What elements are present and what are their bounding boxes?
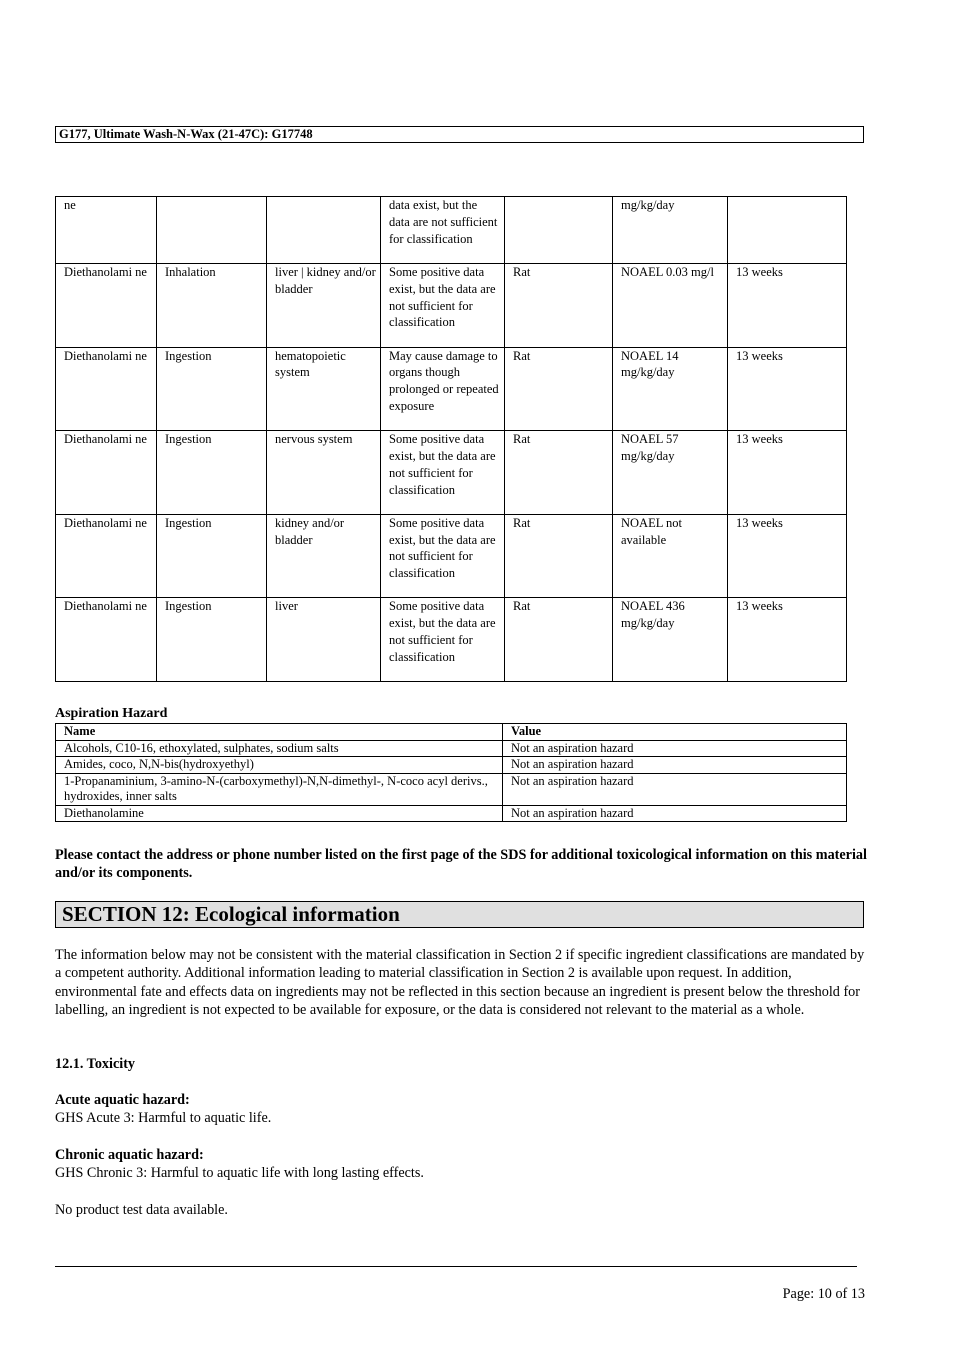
table-cell: hematopoietic system bbox=[267, 347, 381, 431]
table-cell: Some positive data exist, but the data are not sufficient for classification bbox=[381, 431, 505, 515]
document-title: G177, Ultimate Wash-N-Wax (21-47C): G17748 bbox=[59, 127, 313, 141]
table-cell: NOAEL 57 mg/kg/day bbox=[613, 431, 728, 515]
table-cell: Diethanolami ne bbox=[56, 431, 157, 515]
table-row bbox=[56, 197, 847, 264]
acute-hazard-label: Acute aquatic hazard: bbox=[55, 1092, 190, 1108]
table-row bbox=[56, 740, 847, 757]
table-cell: 13 weeks bbox=[728, 431, 847, 515]
section-12-heading bbox=[55, 901, 864, 928]
table-cell: Some positive data exist, but the data are not sufficient for classification bbox=[381, 514, 505, 598]
table-cell: NOAEL 436 mg/kg/day bbox=[613, 598, 728, 682]
ingredient-name-cell: Alcohols, C10-16, ethoxylated, sulphates, sodium salts bbox=[56, 740, 503, 757]
chronic-hazard-text: GHS Chronic 3: Harmful to aquatic life with long lasting effects. bbox=[55, 1165, 424, 1181]
table-row bbox=[56, 347, 847, 431]
no-data-note: No product test data available. bbox=[55, 1202, 228, 1218]
aspiration-hazard-table bbox=[55, 723, 847, 822]
table-row bbox=[56, 514, 847, 598]
table-row bbox=[56, 805, 847, 822]
table-cell: kidney and/or bladder bbox=[267, 514, 381, 598]
table-cell: liver | kidney and/or bladder bbox=[267, 264, 381, 348]
table-cell: Rat bbox=[505, 598, 613, 682]
table-cell: Ingestion bbox=[157, 431, 267, 515]
table-cell: Ingestion bbox=[157, 598, 267, 682]
table-cell: ne bbox=[56, 197, 157, 264]
table-cell bbox=[505, 197, 613, 264]
table-cell: NOAEL 0.03 mg/l bbox=[613, 264, 728, 348]
document-header bbox=[55, 126, 864, 143]
table-cell: liver bbox=[267, 598, 381, 682]
hazard-value-cell: Not an aspiration hazard bbox=[503, 740, 847, 757]
table-cell: 13 weeks bbox=[728, 598, 847, 682]
aspiration-hazard-title: Aspiration Hazard bbox=[55, 706, 168, 721]
table-cell: 13 weeks bbox=[728, 264, 847, 348]
table-cell: data exist, but the data are not sufficient for classification bbox=[381, 197, 505, 264]
table-row bbox=[56, 598, 847, 682]
table-row bbox=[56, 757, 847, 774]
page-number: Page: 10 of 13 bbox=[782, 1286, 865, 1302]
acute-hazard-text: GHS Acute 3: Harmful to aquatic life. bbox=[55, 1110, 272, 1126]
table-cell bbox=[157, 197, 267, 264]
section-12-intro: The information below may not be consistent with the material classification in Section 2 if specific ingredient classifications are mandated by a competent authority. Additional information leading to material classification in Section 2 is available upon request. In addition, environmental fate and effects data on ingredients may not be reflected in this section because an ingredient is present below the threshold for labelling, an ingredient is not expected to be available for exposure, or the data is considered not relevant to the material as a whole. bbox=[55, 947, 865, 1018]
table-cell: Diethanolami ne bbox=[56, 264, 157, 348]
table-cell: Rat bbox=[505, 347, 613, 431]
table-row bbox=[56, 773, 847, 805]
table-row bbox=[56, 431, 847, 515]
table-cell: Diethanolami ne bbox=[56, 514, 157, 598]
table-cell: Ingestion bbox=[157, 347, 267, 431]
footer-divider bbox=[55, 1266, 857, 1267]
table-cell: Some positive data exist, but the data are not sufficient for classification bbox=[381, 264, 505, 348]
table-cell bbox=[728, 197, 847, 264]
ingredient-name-cell: Amides, coco, N,N-bis(hydroxyethyl) bbox=[56, 757, 503, 774]
ingredient-name-cell: 1-Propanaminium, 3-amino-N-(carboxymethyl)-N,N-dimethyl-, N-coco acyl derivs., hydroxides, inner salts bbox=[56, 773, 503, 805]
table-cell: Rat bbox=[505, 514, 613, 598]
column-header-name: Name bbox=[56, 724, 503, 741]
column-header-value: Value bbox=[503, 724, 847, 741]
table-cell: May cause damage to organs though prolonged or repeated exposure bbox=[381, 347, 505, 431]
table-cell: Diethanolami ne bbox=[56, 598, 157, 682]
table-cell: Rat bbox=[505, 264, 613, 348]
toxicity-subheading: 12.1. Toxicity bbox=[55, 1056, 136, 1072]
table-cell: Ingestion bbox=[157, 514, 267, 598]
table-cell: mg/kg/day bbox=[613, 197, 728, 264]
table-header-row bbox=[56, 724, 847, 741]
table-cell: Diethanolami ne bbox=[56, 347, 157, 431]
ingredient-name-cell: Diethanolamine bbox=[56, 805, 503, 822]
table-cell: 13 weeks bbox=[728, 514, 847, 598]
chronic-hazard-label: Chronic aquatic hazard: bbox=[55, 1147, 204, 1163]
hazard-value-cell: Not an aspiration hazard bbox=[503, 773, 847, 805]
section-12-title: SECTION 12: Ecological information bbox=[62, 902, 400, 926]
contact-note: Please contact the address or phone number listed on the first page of the SDS for additional toxicological information on this material and/or its components. bbox=[55, 847, 867, 881]
table-cell: Inhalation bbox=[157, 264, 267, 348]
table-row bbox=[56, 264, 847, 348]
table-cell: NOAEL not available bbox=[613, 514, 728, 598]
table-cell: Some positive data exist, but the data are not sufficient for classification bbox=[381, 598, 505, 682]
table-cell bbox=[267, 197, 381, 264]
table-cell: 13 weeks bbox=[728, 347, 847, 431]
table-cell: Rat bbox=[505, 431, 613, 515]
table-cell: NOAEL 14 mg/kg/day bbox=[613, 347, 728, 431]
toxicity-table bbox=[55, 196, 847, 682]
table-cell: nervous system bbox=[267, 431, 381, 515]
hazard-value-cell: Not an aspiration hazard bbox=[503, 757, 847, 774]
hazard-value-cell: Not an aspiration hazard bbox=[503, 805, 847, 822]
